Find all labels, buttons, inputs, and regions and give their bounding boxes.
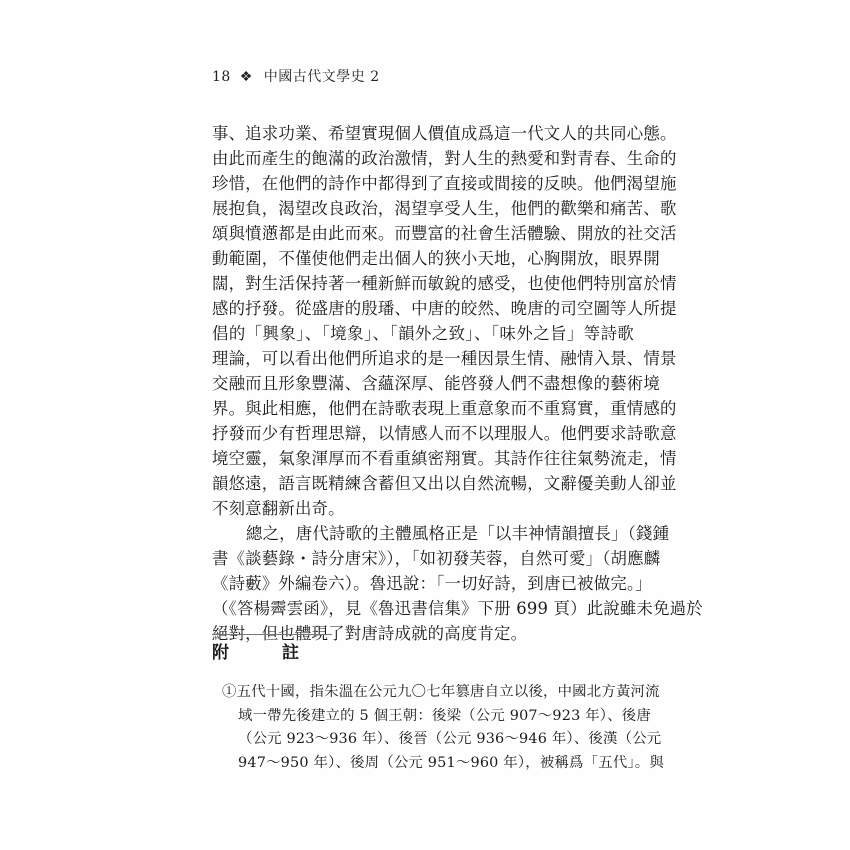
paragraph-end-line: 絕對，但也體現了對唐詩成就的高度肯定。: [212, 624, 528, 643]
page-number: 18: [212, 69, 231, 85]
footnote-line: （公元 923～936 年）、後晉（公元 936～946 年）、後漢（公元: [238, 731, 662, 747]
text-line: 《詩藪》外編卷六）。魯迅說：「一切好詩，到唐已被做完。」: [212, 574, 652, 593]
text-line: 境空靈，氣象渾厚而不看重縝密翔實。其詩作往往氣勢流走，情: [212, 449, 677, 468]
text-line: 倡的「興象」、「境象」、「韻外之致」、「味外之旨」等詩歌: [212, 324, 634, 343]
text-line: 闊，對生活保持著一種新鮮而敏銳的感受，也使他們特別富於情: [212, 274, 677, 293]
text-line: 交融而且形象豐滿、含蘊深厚、能啓發人們不盡想像的藝術境: [212, 374, 660, 393]
footnote-divider: [212, 634, 332, 635]
footnotes: [222, 681, 664, 775]
book-title: 中國古代文學史 2: [263, 69, 380, 85]
text-line: 抒發而少有哲理思辯，以情感人而不以理服人。他們要求詩歌意: [212, 424, 677, 443]
text-line: 界。與此相應，他們在詩歌表現上重意象而不重寫實，重情感的: [212, 399, 677, 418]
footnote-line: 947～950 年）、後周（公元 951～960 年），被稱爲「五代」。與: [238, 754, 664, 771]
footnote-line: 域一帶先後建立的 5 個王朝：後梁（公元 907～923 年）、後唐: [238, 707, 651, 724]
text-line: 事、追求功業、希望實現個人價值成爲這一代文人的共同心態。: [212, 124, 677, 143]
running-header: [212, 66, 380, 86]
text-line: 理論，可以看出他們所追求的是一種因景生情、融情入景、情景: [212, 349, 677, 368]
text-line: 韻悠遠，語言既精練含蓄但又出以自然流暢，文辭優美動人卻並: [212, 474, 677, 493]
footnote-line: ①五代十國，指朱溫在公元九〇七年篡唐自立以後，中國北方黃河流: [222, 684, 660, 700]
text-line: 動範圍，不僅使他們走出個人的狹小天地，心胸開放，眼界開: [212, 249, 660, 268]
paragraph-end-line: 不刻意翻新出奇。: [212, 499, 345, 518]
notes-heading: 附 註: [212, 643, 317, 663]
text-line: 珍惜，在他們的詩作中都得到了直接或間接的反映。他們渴望施: [212, 174, 677, 193]
text-line: 頌與憤懣都是由此而來。而豐富的社會生活體驗、開放的社交活: [212, 224, 677, 243]
paragraph-start-line: 總之，唐代詩歌的主體風格正是「以丰神情韻擅長」（錢鍾: [246, 524, 670, 543]
ornament-icon: ❖: [239, 69, 253, 85]
text-line: 感的抒發。從盛唐的殷璠、中唐的皎然、晚唐的司空圖等人所提: [212, 299, 677, 318]
text-line: 書《談藝錄・詩分唐宋》），「如初發芙蓉，自然可愛」（胡應麟: [212, 549, 661, 568]
body-text: [212, 121, 703, 646]
text-line: 由此而產生的飽滿的政治激情，對人生的熱愛和對青春、生命的: [212, 149, 677, 168]
text-line: （《答楊霽雲函》，見《魯迅書信集》下册 699 頁）此說雖未免過於: [212, 599, 703, 618]
text-line: 展抱負，渴望改良政治，渴望享受人生，他們的歡樂和痛苦、歌: [212, 199, 677, 218]
